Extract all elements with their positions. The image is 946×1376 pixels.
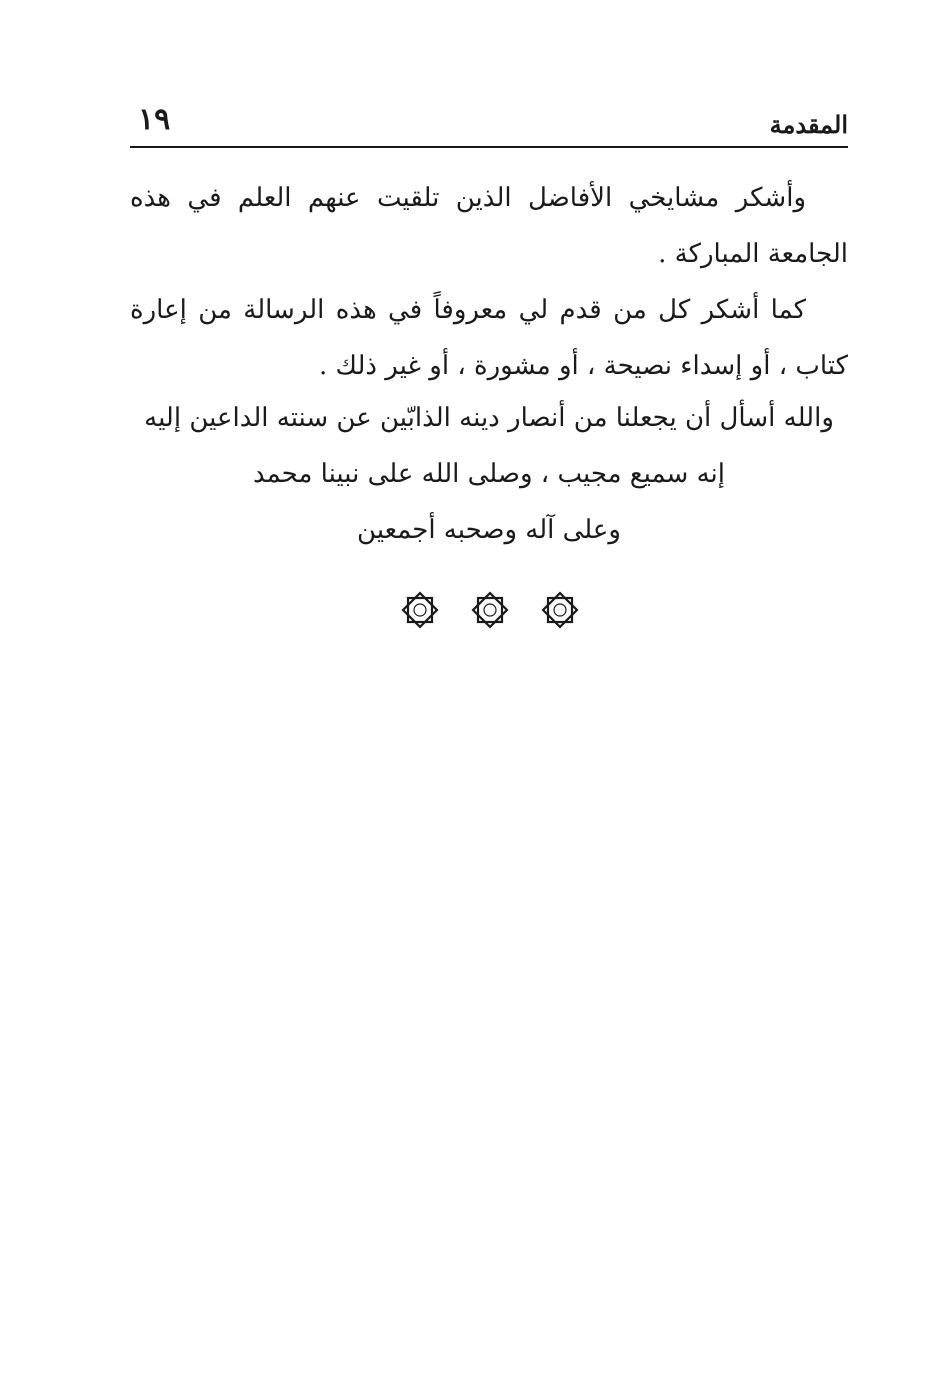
closing-line: والله أسأل أن يجعلنا من أنصار دينه الذابّين عن سنته الداعين إليه: [144, 403, 834, 433]
paragraph-thanks-helpers: كما أشكر كل من قدم لي معروفاً في هذه الرسالة من إعارة كتاب ، أو إسداء نصيحة ، أو مشورة ، أو غير ذلك .: [130, 295, 848, 381]
running-title: المقدمة: [769, 110, 848, 139]
paragraph-thanks-teachers: وأشكر مشايخي الأفاضل الذين تلقيت عنهم العلم في هذه الجامعة المباركة .: [130, 183, 848, 269]
section-end-ornaments: [400, 588, 580, 632]
body-text: [130, 170, 848, 394]
page-number: ١٩: [138, 102, 171, 137]
eight-point-star-icon: [400, 590, 440, 630]
closing-line: وعلى آله وصحبه أجمعين: [357, 515, 621, 545]
eight-point-star-icon: [540, 590, 580, 630]
page-header: [130, 100, 848, 148]
closing-prayer: [130, 390, 848, 558]
eight-point-star-icon: [470, 590, 510, 630]
closing-line: إنه سميع مجيب ، وصلى الله على نبينا محمد: [253, 459, 725, 489]
